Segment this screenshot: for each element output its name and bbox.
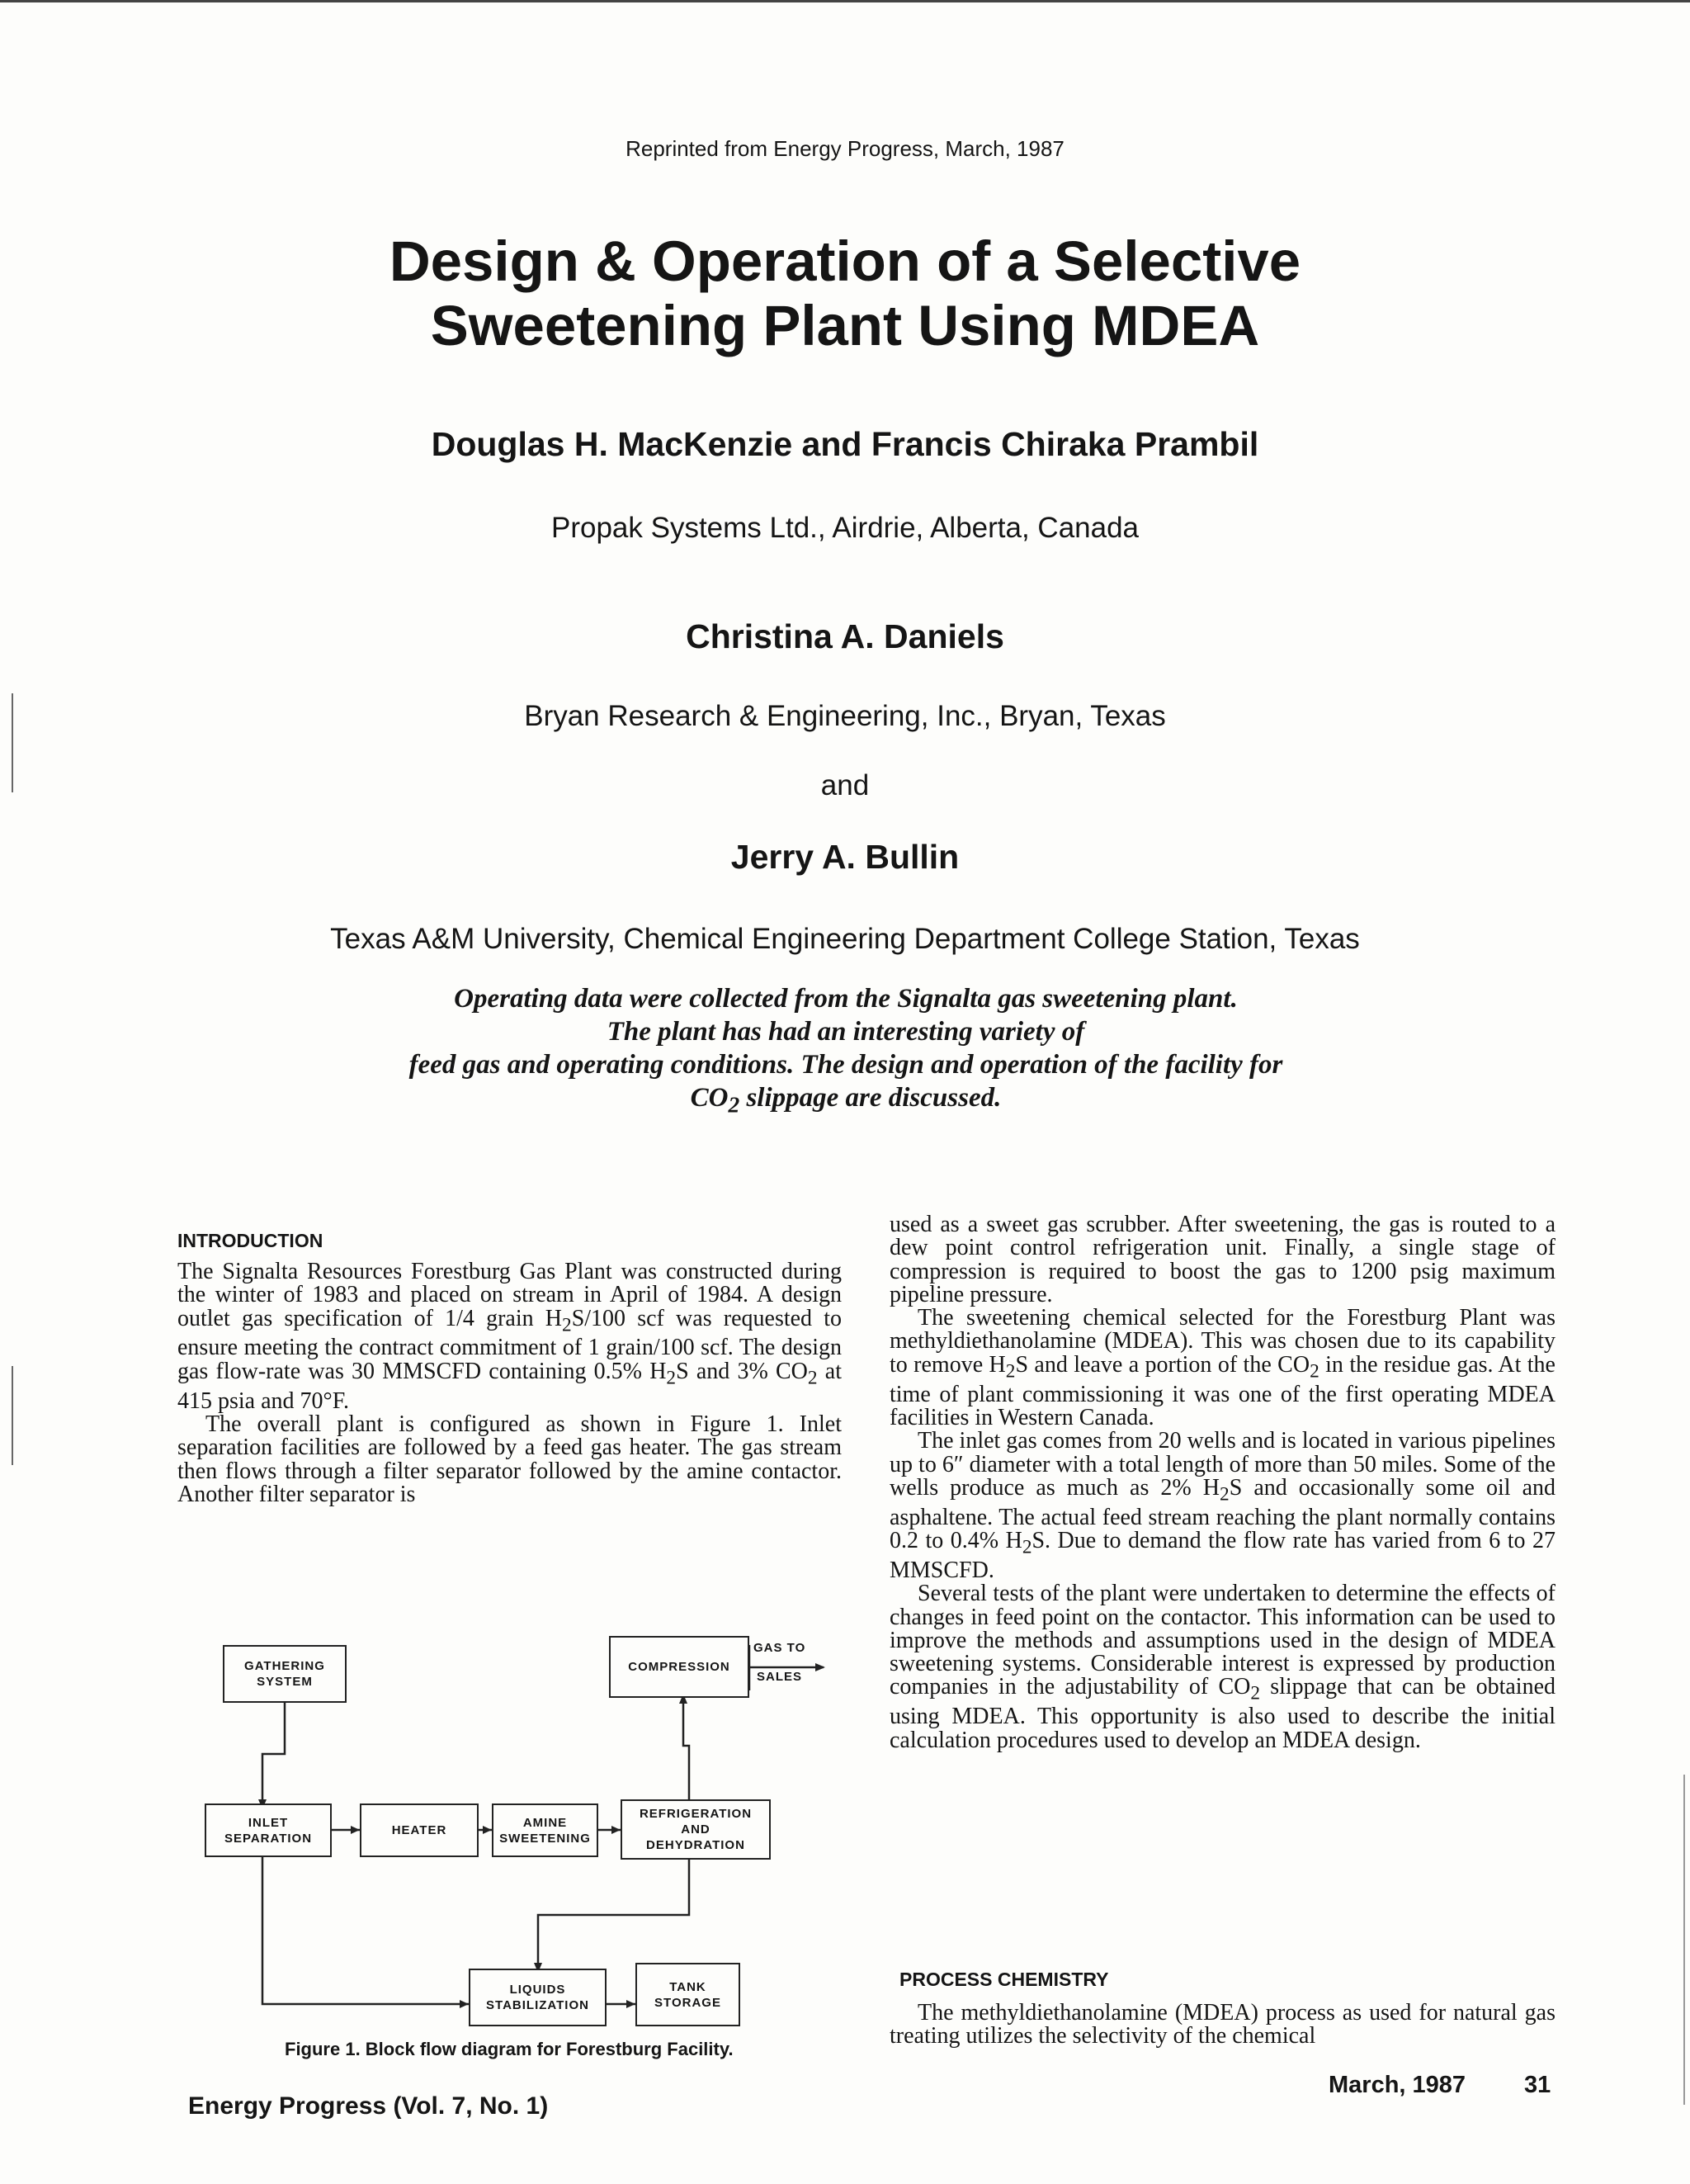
figure-caption: Figure 1. Block flow diagram for Forestburg Facility.	[285, 2039, 734, 2059]
intro-paragraph-3: used as a sweet gas scrubber. After sweetening, the gas is routed to a dew point control refrigeration unit. Finally, a single stage of compression is required to boost the gas to 1200 psig maximum pipeline pressure.	[890, 1212, 1555, 1307]
block-compression: COMPRESSION	[609, 1636, 749, 1698]
reprint-note: Reprinted from Energy Progress, March, 1987	[625, 136, 1065, 161]
footer-date: March, 1987	[1329, 2072, 1466, 2098]
intro-paragraph-6: Several tests of the plant were undertaken to determine the effects of changes in feed point on the contactor. This information can be used to improve the methods and assumptions used in the design of MDEA sweetening systems. Considerable interest is expressed by production companies in the adjustability of $CO_2$ slippage that can be obtained using MDEA. This opportunity is also used to describe the initial calculation procedures used to develop an MDEA design.	[890, 1581, 1556, 1753]
block-refrigeration-dehydration: REFRIGERATION AND DEHYDRATION	[621, 1799, 771, 1860]
abstract-line-2: The plant has had an interesting variety of	[607, 1017, 1085, 1047]
and-connector: and	[820, 769, 870, 801]
gas-to-sales-label-1: GAS TO	[753, 1641, 806, 1655]
block-inlet-separation: INLET SEPARATION	[205, 1803, 332, 1857]
author-names-1: Douglas H. MacKenzie and Francis Chiraka Prambil	[431, 425, 1259, 463]
gas-to-sales-label-2: SALES	[757, 1670, 803, 1684]
abstract-line-3: feed gas and operating conditions. The design and operation of the facility for	[408, 1050, 1283, 1080]
affiliation-2: Bryan Research & Engineering, Inc., Bryan, Texas	[524, 700, 1166, 732]
affiliation-3: Texas A&M University, Chemical Engineering Department College Station, Texas	[330, 923, 1360, 955]
block-amine-sweetening: AMINE SWEETENING	[492, 1803, 598, 1857]
title-line-2: Sweetening Plant Using MDEA	[430, 294, 1260, 357]
block-liquids-stabilization: LIQUIDS STABILIZATION	[469, 1969, 607, 2026]
scan-margin-mark-2	[12, 1366, 13, 1465]
intro-paragraph-1: The Signalta Resources Forestburg Gas Plant was constructed during the winter of 1983 and placed on stream in April of 1984. A design outlet gas specification of 1/4 grain $H_2S/100$ scf was requested to ensure meeting the contract commitment of 1 grain/100 scf. The design gas flow-rate was 30 MMSCFD containing 0.5% $H_2S$ and 3% $CO_2$ at 415 psia and 70°F.	[177, 1259, 842, 1414]
block-heater: HEATER	[360, 1803, 479, 1857]
block-tank-storage: TANK STORAGE	[635, 1963, 740, 2026]
introduction-heading: INTRODUCTION	[177, 1230, 323, 1251]
page-number: 31	[1524, 2072, 1551, 2098]
scan-margin-mark-1	[12, 693, 13, 792]
process-chemistry-heading: PROCESS CHEMISTRY	[899, 1969, 1109, 1990]
intro-paragraph-2: The overall plant is configured as shown in Figure 1. Inlet separation facilities are followed by a feed gas heater. The gas stream then flows through a filter separator followed by the amine contactor. Another filter separator is	[177, 1411, 842, 1507]
intro-paragraph-4: The sweetening chemical selected for the Forestburg Plant was methyldiethanolamine (MDEA). This was chosen due to its capability to remove $H_2S$ and leave a portion of the $CO_2$ in the residue gas. At the time of plant commissioning it was one of the first operating MDEA facilities in Western Canada.	[890, 1305, 1555, 1430]
title-line-1: Design & Operation of a Selective	[389, 229, 1301, 293]
block-gathering-system: GATHERING SYSTEM	[223, 1645, 347, 1703]
author-names-3: Jerry A. Bullin	[730, 838, 960, 876]
scan-edge-mark	[1683, 1775, 1685, 2105]
affiliation-1: Propak Systems Ltd., Airdrie, Alberta, Canada	[550, 512, 1140, 544]
footer-journal: Energy Progress (Vol. 7, No. 1)	[188, 2092, 549, 2120]
author-names-2: Christina A. Daniels	[686, 617, 1004, 655]
abstract-line-4: $CO_2$ slippage are discussed.	[690, 1083, 1002, 1118]
process-paragraph-1: The methyldiethanolamine (MDEA) process as used for natural gas treating utilizes the selectivity of the chemical	[890, 2000, 1555, 2049]
intro-paragraph-5: The inlet gas comes from 20 wells and is located in various pipelines up to 6″ diameter with a total length of more than 50 miles. Some of the wells produce as much as 2% $H_2S$ and occasionally some oil and asphaltene. The actual feed stream reaching the plant normally contains 0.2 to 0.4% $H_2S$. Due to demand the flow rate has varied from 6 to 27 MMSCFD.	[890, 1428, 1555, 1583]
abstract-line-1: Operating data were collected from the Signalta gas sweetening plant.	[454, 984, 1238, 1014]
